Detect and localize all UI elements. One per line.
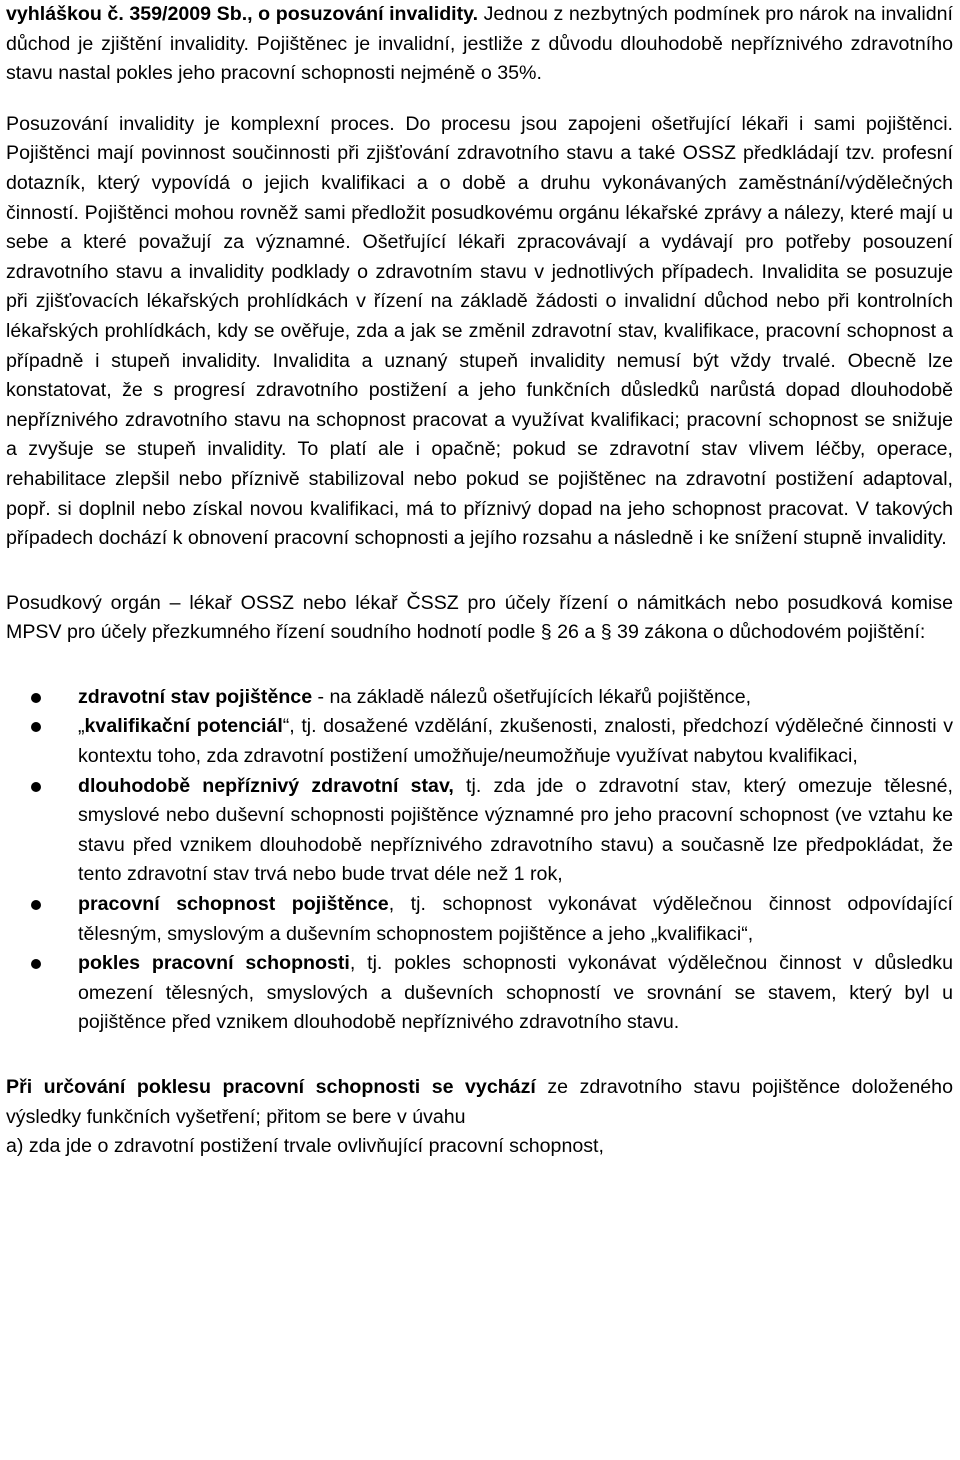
bullet-icon [31,959,41,969]
decline-text: ze zdravotního stavu pojištěnce doloženého výsledky funkčních vyšetření; přitom se bere v úvahu [6,1076,953,1128]
list-item-text: tj. zda jde o zdravotní stav, který omezuje tělesné, smyslové nebo duševní schopnosti pojištěnce významné pro jeho pracovní schopnost (ve vztahu ke stavu před vznikem dlouhodobě nepříznivého zdravotního stavu) a současně lze předpokládat, že tento zdravotní stav trvá nebo bude trvat déle než 1 rok, [78,774,953,886]
list-item-quote: „ [78,715,85,738]
spacer [6,648,953,683]
list-item-bold: pokles pracovní schopnosti [78,952,350,975]
list-item-bold: pracovní schopnost pojištěnce [78,893,389,916]
list-item-bold: dlouhodobě nepříznivý zdravotní stav, [78,774,454,797]
spacer [6,1038,953,1073]
bullet-icon [31,782,41,792]
list-item-text: “, tj. dosažené vzdělání, zkušenosti, znalosti, předchozí výdělečné činnosti v kontextu toho, zda zdravotní postižení umožňuje/neumožňuje využívat nabytou kvalifikaci, [78,715,953,768]
bullet-icon [31,722,41,732]
intro-text: Jednou z nezbytných podmínek pro nárok na invalidní důchod je zjištění invalidity. Pojištěnec je invalidní, jestliže z důvodu dlouhodobě nepříznivého zdravotního stavu nastal pokles jeho pracovní schopnosti nejméně o 35%. [6,3,954,85]
decline-bold-text: Při určování poklesu pracovní schopnosti se vychází [6,1076,536,1098]
list-item [6,949,953,1038]
list-item [6,712,953,771]
bullet-icon [31,900,41,910]
paragraph-assessment-body [6,589,953,648]
list-item-text: , tj. pokles schopnosti vykonávat výdělečnou činnost v důsledku omezení tělesných, smyslových a duševních schopností ve srovnání se stavem, který byl u pojištěnce před vznikem dlouhodobě nepříznivého zdravotního stavu. [78,952,954,1034]
list-item-bold: kvalifikační potenciál [84,715,283,738]
assessment-body-text: Posudkový orgán – lékař OSSZ nebo lékař ČSSZ pro účely řízení o námitkách nebo posudková komise MPSV pro účely přezkumného řízení soudního hodnotí podle § 26 a § 39 zákona o důchodovém pojištění: [6,591,953,644]
intro-bold-text: vyhláškou č. 359/2009 Sb., o posuzování invalidity. [6,3,479,25]
spacer [6,554,953,589]
list-item-text: , tj. schopnost vykonávat výdělečnou činnost odpovídající tělesným, smyslovým a duševním schopnostem pojištěnce a jeho „kvalifikaci“, [78,893,953,945]
list-item [6,890,953,949]
paragraph-decline [6,1073,953,1132]
paragraph-intro [6,0,953,89]
paragraph-decline-item-a [6,1132,953,1162]
list-item [6,683,953,713]
decline-item-a-text: a) zda jde o zdravotní postižení trvale ovlivňující pracovní schopnost, [6,1135,604,1158]
bullet-icon [31,693,41,703]
list-item [6,772,953,890]
list-item-text: - na základě nálezů ošetřujících lékařů pojištěnce, [312,685,752,708]
spacer [6,89,953,110]
paragraph-process [6,110,953,554]
criteria-list [6,683,953,1038]
process-text: Posuzování invalidity je komplexní proces. Do procesu jsou zapojeni ošetřující lékaři i sami pojištěnci. Pojištěnci mají povinnost součinnosti při zjišťování zdravotního stavu a také OSSZ předkládají tzv. profesní dotazník, který vypovídá o jejich kvalifikaci a o době a druhu vykonávaných zaměstnání/výdělečných činností. Pojištěnci mohou rovněž sami předložit posudkovému orgánu lékařské zprávy a nálezy, které mají u sebe a které považují za významné. Ošetřující lékaři zpracovávají a vydávají pro potřeby posouzení zdravotního stavu a invalidity podklady o zdravotním stavu v jednotlivých případech. Invalidita se posuzuje při zjišťovacích lékařských prohlídkách v řízení na základě žádosti o invalidní důchod nebo při kontrolních lékařských prohlídkách, kdy se ověřuje, zda a jak se změnil zdravotní stav, kvalifikace, pracovní schopnost a případně i stupeň invalidity. Invalidita a uznaný stupeň invalidity nemusí být vždy trvalé. Obecně lze konstatovat, že s progresí zdravotního postižení a jeho funkčních důsledků narůstá dopad dlouhodobě nepříznivého zdravotního stavu na schopnost pracovat a využívat kvalifikaci; pracovní schopnost se snižuje a zvyšuje se stupeň invalidity. To platí ale i opačně; pokud se zdravotní stav vlivem léčby, operace, rehabilitace zlepšil nebo příznivě stabilizoval nebo pokud se pojištěnec na zdravotní postižení adaptoval, popř. si doplnil nebo získal novou kvalifikaci, má to příznivý dopad na jeho schopnost pracovat. V takových případech dochází k obnovení pracovní schopnosti a jejího rozsahu a následně i ke snížení stupně invalidity. [6,112,953,550]
list-item-bold: zdravotní stav pojištěnce [78,685,313,708]
